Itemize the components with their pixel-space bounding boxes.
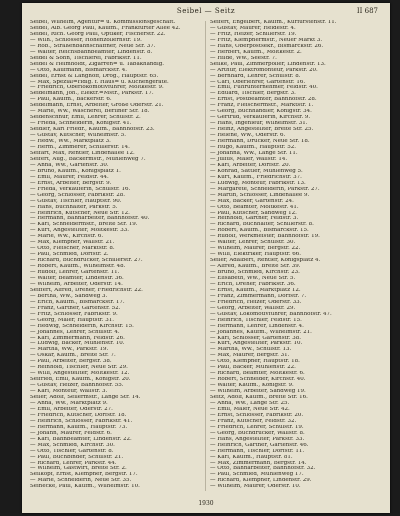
directory-entry: — Margarete, Schneiderin, Parkstr. 27. <box>210 186 320 192</box>
directory-entry: — Gustav, Maurer, Heidestr. 4. <box>210 25 296 31</box>
directory-entry: — Kurt, Angestellter, Moltkestr. 33. <box>30 228 129 234</box>
directory-entry: — Hermann, Drucker, Neue Str. 18. <box>210 139 310 145</box>
directory-entry: — Otto, Klempner, Hauptstr. 18. <box>210 359 300 365</box>
directory-entry: — Eduard, Tischler, Bergstr. 3. <box>210 91 296 97</box>
directory-entry: Seiler, Adalbert, Rentier, Königsplatz 4. <box>210 258 321 264</box>
directory-entry: Seidel, Ernst & Langhoff, Drog., Hauptstr. 65. <box>30 73 159 79</box>
directory-entry: — Paul, Arbeiter, Bergstr. 38. <box>30 359 112 365</box>
directory-entry: — Franz, Gärtner, Gartenstr. 52. <box>30 305 121 311</box>
directory-entry: — Hans, Buchhalter, Parkstr. 5. <box>30 204 118 210</box>
directory-entry: — Karl, Zimmermann, Feldstr. 26. <box>30 335 125 341</box>
directory-entry: — Hans, Ingenieur, Wilhelmstr. 31. <box>210 121 308 127</box>
directory-entry: Seidenschnur, Emil, Lehrer, Schulstr. 2. <box>30 115 141 121</box>
directory-entry: — Hedw., Ww., Marktplatz 3. <box>30 139 111 145</box>
page-mark: II 687 <box>356 7 378 15</box>
directory-entry: — Hermann, Tischler, Dorfstr. 11. <box>210 448 305 454</box>
directory-entry: — Marie, Schneiderin, Neue Str. 35. <box>30 478 132 484</box>
directory-entry: Seifert, Aug., Bäckermstr., Mühlenweg 7. <box>30 156 146 162</box>
directory-entry: — Paul, Schmied, Dorfstr. 2. <box>30 252 109 258</box>
directory-entry: Seibel, Wilhelm, Agentur= u. Kommissionsgeschäft. <box>30 20 176 25</box>
directory-entry: — Karl, Kaufm., Hauptstr. 81. <box>210 454 293 460</box>
directory-entry: — Georg, Schlosser, Fabrikstr. 28. <box>30 192 126 198</box>
directory-entry: — Rob., Straßenbahnschaffner, Neue Str. 37. <box>30 43 156 49</box>
directory-entry: — Herbert, Kaufm., Moltkestr. 2. <box>210 49 302 55</box>
directory-entry: — Paul, Kutscher, Sandweg 12. <box>210 210 297 216</box>
directory-entry: — Walter, Reichsbahnbeamter, Lindenstr. 8. <box>30 49 153 55</box>
directory-entry: Seidler, Karl Friedr., Kaufm., Bahnhofstr. 23. <box>30 127 155 133</box>
directory-entry: Seiler, Adolf, Seilermstr., Lange Str. 14. <box>30 395 141 401</box>
directory-entry: — Heinrich, Schlosser, Fabrikstr. 41. <box>30 418 133 424</box>
directory-entry: — Max, Spezial=Hdlg. f. Haus= u. Küchengeräte. <box>30 79 169 85</box>
directory-entry: — Emil, Arbeiter, Oderstr. 27. <box>30 406 113 412</box>
directory-entry: — Herm., Zimmerer, Schillerstr. 14. <box>30 145 130 151</box>
directory-entry: — Franz, Zimmermann, Dorfstr. 7. <box>210 293 307 299</box>
directory-entry: — Arthur, Elektromonteur, Parkstr. 20. <box>210 67 318 73</box>
directory-entry: — Emil, Maurer, Feldstr. 44. <box>30 174 109 180</box>
directory-entry: — Karl, Monteur, Wallstr. 3. <box>30 389 108 395</box>
directory-entry: — Frieda, Schneiderin, Königstr. 41. <box>30 121 132 127</box>
directory-entry: Seinecke, Paul, Kaufm., Wilhelmstr. 10. <box>30 484 140 490</box>
page-footer: 1930 <box>198 500 214 507</box>
directory-entry: — Hans, Angestellter, Parkstr. 33. <box>210 436 305 442</box>
directory-entry: — Carl, Oberlehrer, Gartenstr. 16. <box>210 79 306 85</box>
directory-entry: — Georg, Buchhändler, Königstr. 34. <box>210 109 312 115</box>
left-column <box>30 20 202 494</box>
directory-entry: — Anna, Ww., Gartenstr. 30. <box>30 162 109 168</box>
directory-entry: — Heinrich, Kutscher, Neue Str. 12. <box>30 210 130 216</box>
directory-entry: — Willi, Angestellter, Moltkestr. 12. <box>30 371 130 377</box>
directory-entry: — Friedrich, Heizer, Oderstr. 33. <box>210 299 302 305</box>
directory-entry: — Otto, Bahnarbeiter, Bahnhofstr. 32. <box>210 466 316 472</box>
directory-entry: — Erich, Dreher, Fabrikstr. 36. <box>210 281 296 287</box>
directory-entry: — Reinhold, Gärtner, Feldstr. 3. <box>210 216 299 222</box>
directory-entry: — Paul, Schmied, Mühlenweg 17. <box>210 472 304 478</box>
directory-entry: — Richard, Beamter, Moltkestr. 6. <box>210 371 305 377</box>
directory-entry: Seidel & Sohn, Tischlerei, Fabrikstr. 11. <box>30 55 142 61</box>
directory-entry: — Franz, Fleischermstr., Marktstr. 1. <box>210 103 314 109</box>
directory-entry: Seidel & Helmholdt, Zigarren= u. Tabakhandlg. <box>30 61 164 67</box>
directory-entry: — Hedwig, Schneiderin, Kirchstr. 15. <box>30 323 134 329</box>
directory-entry: — Robert, Schneider, Kirchstr. 40. <box>210 377 306 383</box>
directory-entry: — Richard, Buchhalter, Schillerstr. 8. <box>210 222 314 228</box>
directory-entry: — Hugo, Kaufm., Hauptstr. 52. <box>210 145 296 151</box>
directory-entry: — Gustav, Kutscher, Wilhelmstr. 5. <box>30 133 127 139</box>
directory-entry: — Max, Maurer, Bergstr. 31. <box>210 353 290 359</box>
directory-entry: — Anna, Ww., Lange Str. 25. <box>210 401 290 406</box>
directory-entry: — Friedrich, Oberlokomotivführer, Moltkestr. 9. <box>30 85 164 91</box>
directory-entry: — Hermann, Bahnarbeiter, Bahnhofstr. 40. <box>30 216 150 222</box>
directory-entry: — Emil, Maler, Neue Str. 42. <box>210 406 290 412</box>
directory-entry: — Ernst, Kaufm., Marktplatz 12. <box>210 287 301 293</box>
directory-entry: — Elisabeth, Ww., Neue Str. 5. <box>210 275 296 281</box>
directory-entry: Seifried, Emil, Kaufm., Königstr. 20. <box>30 377 131 383</box>
running-title: Seibel — Seitz <box>176 7 236 15</box>
directory-entry: — Erich, Kaufm., Bismarckstr. 17. <box>30 299 125 305</box>
directory-entry: — Marie, Ww., Wäscherei, Berliner Str. 18. <box>30 109 150 115</box>
directory-entry: — Gustav, Tischler, Hauptstr. 90. <box>30 198 122 204</box>
directory-entry: — Fritz, Klempnermstr., Neuer Markt 3. <box>210 37 323 43</box>
directory-entry: — Bruno, Schmied, Kirchstr. 23. <box>210 270 300 276</box>
directory-entry: — Friedrich, Lehrer, Schulstr. 19. <box>210 424 304 430</box>
directory-entry: — Helene, Ww., Oderstr. 6. <box>210 133 286 139</box>
directory-entry: — Ernst, Schlosser, Fabrikstr. 20. <box>210 412 304 418</box>
directory-entry: — Georg, Arbeiter, Wallstr. 29. <box>210 305 296 311</box>
directory-entry: — Bernhard, Lehrer, Schulstr. 8. <box>210 73 301 79</box>
directory-entry: — Max, Zimmermann, Bergstr. 14. <box>210 460 307 466</box>
directory-entry: — Gustav, Lokomotivführer, Bahnhofstr. 47. <box>210 311 332 317</box>
directory-entry: — Wilhelm, Gastwirt, Breite Str. 2. <box>30 466 127 472</box>
directory-entry: — Hilde, Ww., Seestr. 7. <box>210 55 277 61</box>
directory-entry: — Julius, Maler, Wallstr. 14. <box>210 156 288 162</box>
directory-entry: — Ludwig, Bäcker, Mühlenstr. 10. <box>30 341 125 347</box>
directory-entry: — Konrad, Sattler, Mühlenweg 5. <box>210 168 303 174</box>
directory-entry: — Ernst, Arbeiter, Bergstr. 9. <box>30 180 112 186</box>
directory-entry: Seitz, Adolf, Kaufm., Breite Str. 16. <box>210 395 308 401</box>
directory-entry: — Paul, Kaufm., Bäckerstr. 6. <box>30 97 112 103</box>
directory-entry: — Karl, Schlosser, Gartenstr. 38. <box>210 335 302 341</box>
directory-entry: — Hermann, Kaufm., Hauptstr. 73. <box>30 424 128 430</box>
directory-entry: — Friedrich, Kutscher, Dorfstr. 18. <box>30 412 127 418</box>
right-column <box>210 20 382 494</box>
directory-entry: — Alfred, Kaufm., Breite Str. 39. <box>210 264 301 270</box>
directory-entry: Seilkopf, Ernst, Klempner, Bergstr. 17. <box>30 472 138 478</box>
directory-entry: — Ludwig, Monteur, Fabrikstr. 13. <box>210 180 306 186</box>
directory-entry: Seidel, Alb. Georg Paul, Kaufm., Frankfurter Allee 42. <box>30 25 181 31</box>
directory-entry: — Gertrud, Verkäuferin, Kirchstr. 9. <box>210 115 311 121</box>
directory-entry: — Willi, Elektriker, Hauptstr. 66. <box>210 252 302 258</box>
directory-entry: — Robert, Kaufm., Bismarckstr. 15. <box>210 228 309 234</box>
directory-entry: — Fritz, Schlosser, Fabrikstr. 9. <box>30 311 118 317</box>
directory-entry: — Walter, Kaufm., Königstr. 9. <box>210 383 294 389</box>
directory-entry: — Frieda, Verkäuferin, Schulstr. 16. <box>30 186 131 192</box>
directory-entry: — Walter, Beamter, Lindenstr. 36. <box>30 275 124 281</box>
directory-entry: — Karl, Arbeiter, Dorfstr. 20. <box>210 162 291 168</box>
directory-entry: — Georg, Maler, Hauptstr. 31. <box>30 317 114 323</box>
directory-entry: — Otto, Fleischer, Marktstr. 8. <box>30 246 115 252</box>
directory-entry: — Johann, Maurer, Feldstr. 6. <box>30 430 112 436</box>
directory-entry: — Rudolf, Werkmeister, Bahnhofstr. 19. <box>210 234 320 240</box>
directory-entry: — Bruno, Kaufm., Königsplatz 1. <box>30 168 121 174</box>
directory-entry: — Johannes, Lehrer, Schulstr. 4. <box>30 329 120 335</box>
directory-entry: — Hans, Oberpostsekr., Bismarckstr. 26. <box>210 43 324 49</box>
directory-entry: — Paul, Bäcker, Mühlenstr. 22. <box>210 365 296 371</box>
directory-entry: — Hermann, Lehrer, Lindenstr. 4. <box>210 323 304 329</box>
directory-entry: — Wilhelm, Maurer, Oderstr. 10. <box>210 484 301 490</box>
directory-entry: — Martin, Schlosser, Lindenallee 9. <box>210 192 310 198</box>
directory-entry: — Oskar, Kaufm., Breite Str. 7. <box>30 353 116 359</box>
directory-entry: — Martha, Ww., Schulstr. 13. <box>210 347 292 353</box>
directory-entry: — Otto, Tischler, Gartenstr. 8. <box>30 448 114 454</box>
directory-entry: — Wilhelm, Arbeiter, Oderstr. 14. <box>30 281 123 287</box>
directory-entry: — Franz, Kutscher, Feldstr. 32. <box>210 418 297 424</box>
directory-entry: Seiffert, Alfred, Dreher, Friedrichstr. 22. <box>30 287 143 293</box>
directory-entry: — Wilhelm, Maurer, Bergstr. 22. <box>210 246 301 252</box>
directory-entry: — Emil, Fuhrunternehmer, Feldstr. 40. <box>210 85 318 91</box>
directory-entry: Seidelmann, Ernst, Arbeiter, Große Oderstr. 21. <box>30 103 164 109</box>
directory-entry: — Fritz, Heizer, Schillerstr. 19. <box>210 31 297 37</box>
directory-entry: — Wilhelm, Arbeiter, Sandweg 19. <box>210 389 306 395</box>
directory-page <box>22 3 390 513</box>
directory-entry: — Richard, Buchdrucker, Schillerstr. 27. <box>30 258 143 264</box>
directory-entry: — Paul, Buchbinder, Schulstr. 21. <box>30 454 124 460</box>
directory-entry: — Anna, Ww., Marktplatz 9. <box>30 401 108 406</box>
page-header <box>30 7 382 18</box>
directory-entry: — Heinrich, Gärtner, Gartenstr. 46. <box>210 442 309 448</box>
column-divider <box>205 21 206 491</box>
directory-entry: — Karl, Bahnbeamter, Lindenstr. 22. <box>30 436 132 442</box>
directory-entry: — Reinhold, Tischler, Neue Str. 29. <box>30 365 128 371</box>
directory-entry: — Johannes, Kaufm., Wilhelmstr. 21. <box>210 329 312 335</box>
directory-entry: — Walter, Lehrer, Schulstr. 30. <box>210 240 296 246</box>
directory-entry: — Heinrich, Tischler, Feldstr. 15. <box>210 317 302 323</box>
directory-entry: — Kurt, Kaufm., Friedrichstr. 37. <box>210 174 302 180</box>
directory-entry: — Marie, Ww., Kirchstr. 6. <box>30 234 104 240</box>
directory-entry: — Martha, Ww., Parkstr. 19. <box>30 347 109 353</box>
directory-entry: — Karl, Schneidermstr., Breite Str. 19. <box>30 222 138 228</box>
directory-entry: — Kurt, Angestellter, Parkstr. 10. <box>210 341 303 347</box>
directory-entry: — Robert, Kaufm., Wilhelmstr. 48. <box>30 264 126 270</box>
directory-entry: — Richard, Lehrer, Parkstr. 44. <box>30 460 117 466</box>
directory-entry: — Wilh., Schlosser, Hohenzollernstr. 19. <box>30 37 142 43</box>
directory-entry: — Georg, Buchdrucker, Wallstr. 8. <box>210 430 305 436</box>
directory-entry: — Max, Bäcker, Gartenstr. 24. <box>210 198 294 204</box>
directory-entry: — Heinz, Angestellter, Breite Str. 25. <box>210 127 314 133</box>
directory-entry: — Johanna, Ww., Lange Str. 11. <box>210 150 298 156</box>
directory-entry: — Rudolf, Lehrer, Gartenstr. 11. <box>30 270 120 276</box>
directory-entry: Seidelmann, Joh., Elektr.=Mstr., Parkstr. 17. <box>30 91 154 97</box>
directory-entry: — Max, Schmied, Kirchstr. 30. <box>30 442 115 448</box>
directory-entry: Seifart, Max, Rentier, Lindenallee 12. <box>30 150 135 156</box>
directory-entry: Seidel, Rich. Georg Paul, Optiker, Fischerstr. 22. <box>30 31 166 37</box>
directory-entry: Seifert, Engelbert, Kaufm., Kurfürstenstr. 11. <box>210 20 337 25</box>
directory-entry: — Otto, Kaufmann, Bismarckstr. 4. <box>30 67 127 73</box>
directory-entry: — Gustav, Heizer, Bahnhofstr. 55. <box>30 383 124 389</box>
directory-entry: — Otto, Beamter, Moltkestr. 41. <box>210 204 299 210</box>
directory-entry: — Ernst, Postbeamter, Bahnhofstr. 28. <box>210 97 317 103</box>
directory-entry: — Richard, Klempner, Lindenstr. 29. <box>210 478 312 484</box>
directory-entry: — Bertha, Ww., Sandweg 3. <box>30 293 108 299</box>
directory-entry: — Max, Klempner, Wallstr. 21. <box>30 240 115 246</box>
directory-entry: Seilke, Paul, Zimmerpolier, Lindenstr. 13. <box>210 61 326 67</box>
